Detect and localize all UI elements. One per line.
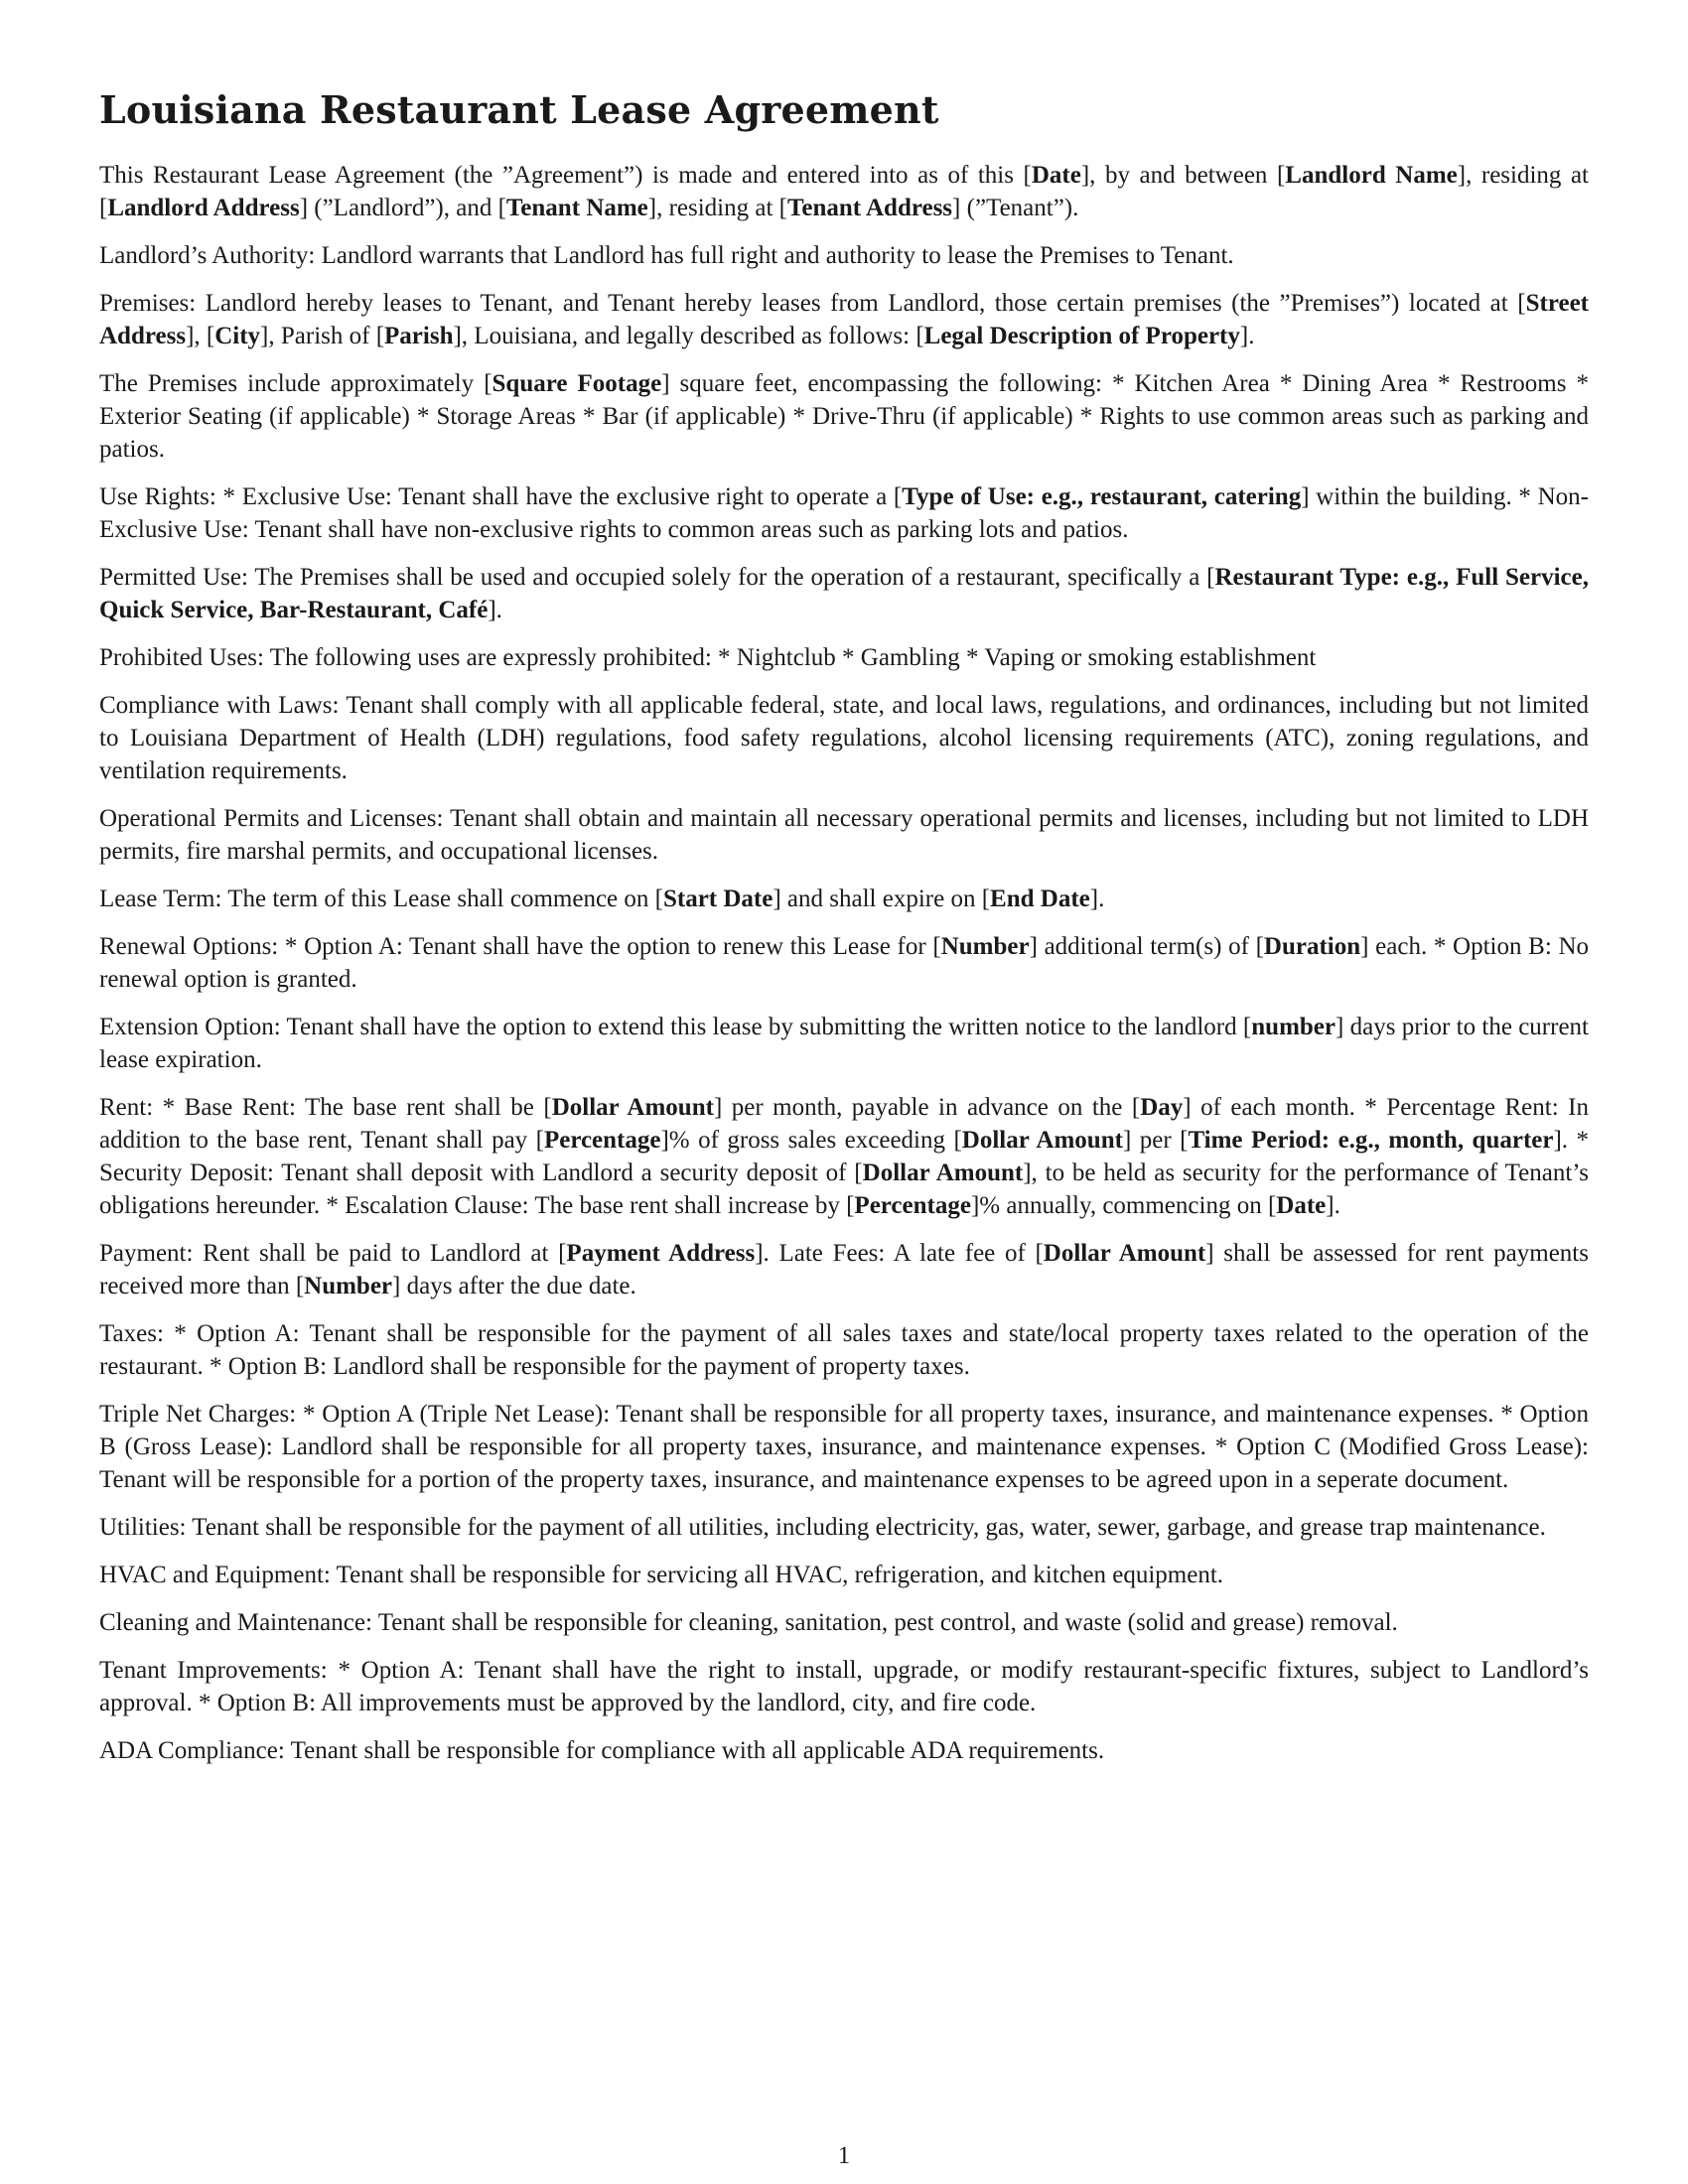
clause-paragraph: Permitted Use: The Premises shall be used and occupied solely for the operation of a restaurant, specifically a [Restaurant Type: e.g., Full Service, Quick Service, Bar-Restaurant, Café]. bbox=[99, 563, 1589, 623]
placeholder-field: Percentage bbox=[543, 1126, 661, 1154]
clause-paragraph: Rent: * Base Rent: The base rent shall be [Dollar Amount] per month, payable in advance on the [Day] of each month. * Percentage Rent: In addition to the base rent, Tenant shall pay [Percentage]% of gross sales exceeding [Dollar Amount] per [Time Period: e.g., month, quarter]. * Security Deposit: Tenant shall deposit with Landlord a security deposit of [Dollar Amount], to be held as security for the performance of Tenant’s obligations hereunder. * Escalation Clause: The base rent shall increase by [Percentage]% annually, commencing on [Date]. bbox=[99, 1093, 1589, 1219]
document-page bbox=[99, 87, 1589, 1782]
placeholder-field: Street Address bbox=[99, 289, 1589, 349]
placeholder-field: Parish bbox=[384, 322, 454, 349]
clause-paragraph: Extension Option: Tenant shall have the option to extend this lease by submitting the written notice to the landlord [number] days prior to the current lease expiration. bbox=[99, 1013, 1590, 1073]
placeholder-field: Dollar Amount bbox=[1043, 1239, 1206, 1267]
placeholder-field: Legal Description of Property bbox=[923, 322, 1240, 349]
clause-paragraph: This Restaurant Lease Agreement (the ”Agreement”) is made and entered into as of this [Date], by and between [Landlord Name], residing at [Landlord Address] (”Landlord”), and [Tenant Name], residing at [Tenant Address] (”Tenant”). bbox=[99, 161, 1589, 221]
placeholder-field: Number bbox=[940, 932, 1030, 960]
placeholder-field: Number bbox=[304, 1272, 393, 1299]
placeholder-field: Duration bbox=[1263, 932, 1361, 960]
placeholder-field: Restaurant Type: e.g., Full Service, Quick Service, Bar-Restaurant, Café bbox=[99, 563, 1589, 623]
placeholder-field: number bbox=[1251, 1013, 1336, 1040]
clause-paragraph: Operational Permits and Licenses: Tenant shall obtain and maintain all necessary operational permits and licenses, including but not limited to LDH permits, fire marshal permits, and occupational licenses. bbox=[99, 804, 1589, 865]
placeholder-field: Dollar Amount bbox=[961, 1126, 1123, 1154]
placeholder-field: Tenant Name bbox=[505, 194, 648, 221]
clause-paragraph: Use Rights: * Exclusive Use: Tenant shall have the exclusive right to operate a [Type of Use: e.g., restaurant, catering] within the building. * Non-Exclusive Use: Tenant shall have non-exclusive rights to common areas such as parking lots and patios. bbox=[99, 482, 1590, 543]
clause-paragraph: Triple Net Charges: * Option A (Triple Net Lease): Tenant shall be responsible for all property taxes, insurance, and maintenance expenses. * Option B (Gross Lease): Landlord shall be responsible for all property taxes, insurance, and maintenance expenses. * Option C (Modified Gross Lease): Tenant will be responsible for a portion of the property taxes, insurance, and maintenance expenses to be agreed upon in a seperate document. bbox=[99, 1400, 1589, 1493]
clause-paragraph: HVAC and Equipment: Tenant shall be responsible for servicing all HVAC, refrigeration, and kitchen equipment. bbox=[99, 1561, 1224, 1588]
clause-paragraph: Payment: Rent shall be paid to Landlord at [Payment Address]. Late Fees: A late fee of [Dollar Amount] shall be assessed for rent payments received more than [Number] days after the due date. bbox=[99, 1239, 1589, 1299]
clause-paragraph: Landlord’s Authority: Landlord warrants that Landlord has full right and authority to lease the Premises to Tenant. bbox=[99, 241, 1234, 269]
placeholder-field: Dollar Amount bbox=[551, 1093, 714, 1121]
placeholder-field: Start Date bbox=[662, 885, 774, 912]
page-number: 1 bbox=[837, 2142, 851, 2169]
clause-paragraph: Compliance with Laws: Tenant shall comply with all applicable federal, state, and local laws, regulations, and ordinances, including but not limited to Louisiana Department of Health (LDH) regulations, food safety regulations, alcohol licensing requirements (ATC), zoning regulations, and ventilation requirements. bbox=[99, 691, 1589, 784]
clause-paragraph: Taxes: * Option A: Tenant shall be responsible for the payment of all sales taxes and state/local property taxes related to the operation of the restaurant. * Option B: Landlord shall be responsible for the payment of property taxes. bbox=[99, 1319, 1589, 1380]
placeholder-field: Payment Address bbox=[566, 1239, 756, 1267]
placeholder-field: End Date bbox=[990, 885, 1090, 912]
clause-paragraph: Lease Term: The term of this Lease shall commence on [Start Date] and shall expire on [End Date]. bbox=[99, 885, 1105, 912]
placeholder-field: City bbox=[214, 322, 261, 349]
placeholder-field: Date bbox=[1031, 161, 1081, 189]
clause-paragraph: Cleaning and Maintenance: Tenant shall be responsible for cleaning, sanitation, pest control, and waste (solid and grease) removal. bbox=[99, 1608, 1398, 1636]
placeholder-field: Landlord Name bbox=[1285, 161, 1458, 189]
clause-paragraph: ADA Compliance: Tenant shall be responsible for compliance with all applicable ADA requirements. bbox=[99, 1736, 1105, 1764]
placeholder-field: Date bbox=[1276, 1191, 1327, 1219]
clause-paragraph: The Premises include approximately [Square Footage] square feet, encompassing the following: * Kitchen Area * Dining Area * Restrooms * Exterior Seating (if applicable) * Storage Areas * Bar (if applicable) * Drive-Thru (if applicable) * Rights to use common areas such as parking and patios. bbox=[99, 369, 1589, 463]
placeholder-field: Square Footage bbox=[492, 369, 662, 397]
placeholder-field: Landlord Address bbox=[107, 194, 300, 221]
clause-paragraph: Renewal Options: * Option A: Tenant shall have the option to renew this Lease for [Number] additional term(s) of [Duration] each. * Option B: No renewal option is granted. bbox=[99, 932, 1589, 993]
document-body bbox=[99, 159, 1589, 1767]
placeholder-field: Type of Use: e.g., restaurant, catering bbox=[902, 482, 1302, 510]
placeholder-field: Day bbox=[1140, 1093, 1184, 1121]
clause-paragraph: Premises: Landlord hereby leases to Tenant, and Tenant hereby leases from Landlord, those certain premises (the ”Premises”) located at [Street Address], [City], Parish of [Parish], Louisiana, and legally described as follows: [Legal Description of Property]. bbox=[99, 289, 1589, 349]
document-title: Louisiana Restaurant Lease Agreement bbox=[99, 87, 939, 132]
clause-paragraph: Tenant Improvements: * Option A: Tenant shall have the right to install, upgrade, or modify restaurant-specific fixtures, subject to Landlord’s approval. * Option B: All improvements must be approved by the landlord, city, and fire code. bbox=[99, 1656, 1589, 1716]
clause-paragraph: Prohibited Uses: The following uses are expressly prohibited: * Nightclub * Gambling * Vaping or smoking establishment bbox=[99, 643, 1317, 671]
placeholder-field: Dollar Amount bbox=[862, 1159, 1024, 1186]
placeholder-field: Percentage bbox=[854, 1191, 971, 1219]
placeholder-field: Time Period: e.g., month, quarter bbox=[1188, 1126, 1554, 1154]
placeholder-field: Tenant Address bbox=[787, 194, 953, 221]
clause-paragraph: Utilities: Tenant shall be responsible for the payment of all utilities, including electricity, gas, water, sewer, garbage, and grease trap maintenance. bbox=[99, 1513, 1546, 1541]
